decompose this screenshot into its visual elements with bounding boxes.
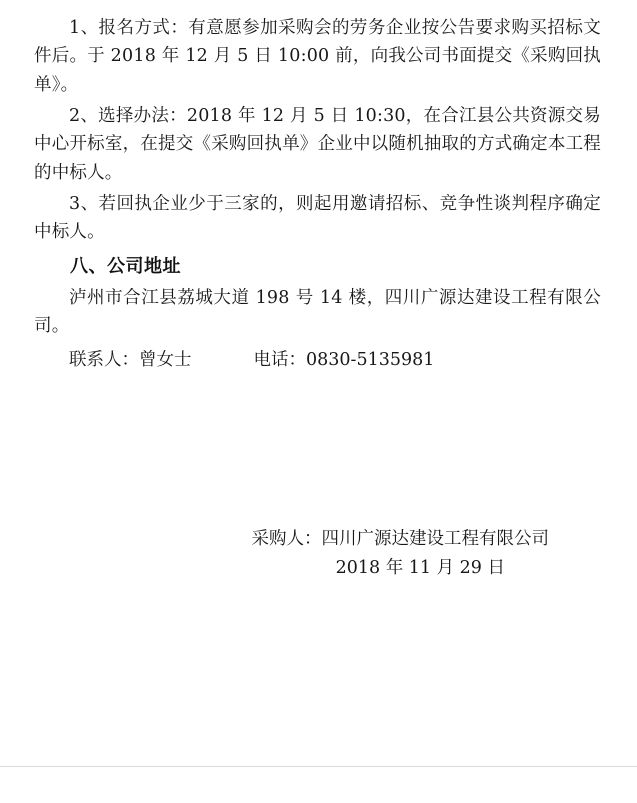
paragraph-registration-method: 1、报名方式：有意愿参加采购会的劳务企业按公告要求购买招标文件后。于 2018 年 12 月 5 日 10:00 前，向我公司书面提交《采购回执单》。 bbox=[34, 18, 601, 95]
paragraph-selection-method: 2、选择办法：2018 年 12 月 5 日 10:30，在合江县公共资源交易中心开标室，在提交《采购回执单》企业中以随机抽取的方式确定本工程的中标人。 bbox=[34, 106, 601, 183]
section-heading-company-address: 八、公司地址 bbox=[70, 255, 181, 277]
contact-phone-label: 电话：0830-5135981 bbox=[253, 350, 435, 371]
signature-date: 2018 年 11 月 29 日 bbox=[335, 558, 505, 579]
signature-purchaser: 采购人：四川广源达建设工程有限公司 bbox=[251, 528, 549, 549]
contact-person-label: 联系人：曾女士 bbox=[69, 350, 192, 371]
paragraph-insufficient-bidders: 3、若回执企业少于三家的，则起用邀请招标、竞争性谈判程序确定中标人。 bbox=[34, 194, 601, 243]
footer-divider bbox=[0, 766, 637, 767]
contact-line bbox=[34, 346, 601, 374]
company-address-text: 泸州市合江县荔城大道 198 号 14 楼，四川广源达建设工程有限公司。 bbox=[34, 287, 601, 336]
vertical-spacer bbox=[34, 375, 601, 525]
